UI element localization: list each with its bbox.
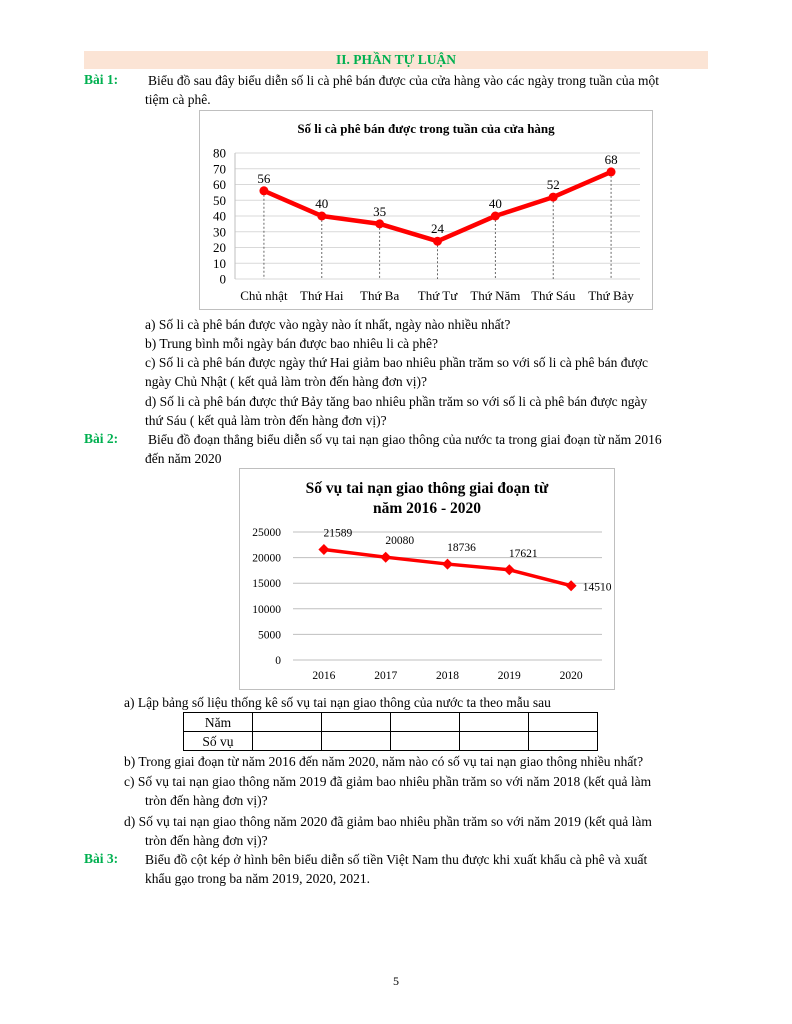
bai2-intro-line2: đến năm 2020 bbox=[145, 451, 222, 466]
data-label: 40 bbox=[488, 196, 502, 211]
coffee-line-chart bbox=[200, 111, 652, 309]
bai1-question-d-line1: d) Số li cà phê bán được thứ Bảy tăng bao nhiêu phần trăm so với số li cà phê bán được ngày bbox=[145, 394, 648, 409]
y-tick-label: 0 bbox=[219, 271, 226, 287]
table-cell[interactable] bbox=[529, 713, 598, 732]
bai3-intro-line1: Biểu đồ cột kép ở hình bên biểu diễn số tiền Việt Nam thu được khi xuất khẩu cà phê và xuất bbox=[145, 852, 648, 867]
table-cell[interactable] bbox=[460, 732, 529, 751]
table-cell[interactable] bbox=[253, 732, 322, 751]
data-label: 20080 bbox=[385, 535, 415, 548]
data-label: 14510 bbox=[582, 581, 612, 594]
bai2-intro-line1: Biểu đồ đoạn thẳng biểu diễn số vụ tai nạn giao thông của nước ta trong giai đoạn từ năm 2016 bbox=[148, 432, 662, 447]
x-tick-label: 2020 bbox=[559, 670, 583, 682]
data-point bbox=[549, 193, 558, 202]
data-point bbox=[607, 167, 616, 176]
x-tick-label: Thứ Hai bbox=[300, 288, 344, 303]
bai3-label: Bài 3: bbox=[84, 851, 119, 866]
data-label: 21589 bbox=[323, 527, 353, 540]
data-point bbox=[433, 237, 442, 246]
data-point bbox=[380, 552, 391, 563]
data-label: 18736 bbox=[447, 542, 476, 555]
y-tick-label: 15000 bbox=[252, 578, 281, 591]
y-tick-label: 10000 bbox=[252, 603, 281, 616]
data-label: 17621 bbox=[508, 547, 538, 560]
bai1-question-d-line2: thứ Sáu ( kết quả làm tròn đến hàng đơn vị)? bbox=[145, 413, 387, 428]
y-tick-label: 40 bbox=[213, 208, 226, 224]
data-point bbox=[491, 212, 500, 221]
x-tick-label: 2018 bbox=[436, 670, 459, 682]
y-tick-label: 5000 bbox=[258, 629, 281, 642]
table-row bbox=[184, 732, 598, 751]
x-tick-label: 2017 bbox=[374, 670, 398, 682]
bai1-question-b: b) Trung bình mỗi ngày bán được bao nhiêu li cà phê? bbox=[145, 336, 439, 351]
data-point bbox=[442, 559, 453, 570]
data-label: 52 bbox=[546, 177, 560, 193]
table-cell[interactable] bbox=[460, 713, 529, 732]
bai1-intro-line1: Biểu đồ sau đây biểu diễn số li cà phê bán được của cửa hàng vào các ngày trong tuần của một bbox=[148, 73, 659, 88]
bai3-intro-line2: khẩu gạo trong ba năm 2019, 2020, 2021. bbox=[145, 871, 370, 886]
accident-chart-title-line1: Số vụ tai nạn giao thông giai đoạn từ bbox=[305, 480, 549, 497]
table-header-count: Số vụ bbox=[184, 732, 253, 751]
y-tick-label: 20000 bbox=[252, 552, 281, 565]
bai2-question-b: b) Trong giai đoạn từ năm 2016 đến năm 2020, năm nào có số vụ tai nạn giao thông nhiều nhất? bbox=[124, 754, 644, 769]
y-tick-label: 70 bbox=[213, 161, 226, 177]
accident-chart-title-line2: năm 2016 - 2020 bbox=[372, 500, 482, 517]
data-label: 68 bbox=[604, 151, 618, 167]
table-cell[interactable] bbox=[391, 732, 460, 751]
page-number: 5 bbox=[393, 974, 399, 988]
coffee-chart bbox=[199, 110, 653, 310]
y-tick-label: 20 bbox=[213, 240, 226, 255]
data-point bbox=[566, 580, 577, 591]
bai1-question-c-line2: ngày Chủ Nhật ( kết quả làm tròn đến hàng đơn vị)? bbox=[145, 374, 427, 389]
bai1-label: Bài 1: bbox=[84, 72, 119, 87]
coffee-chart-title: Số li cà phê bán được trong tuần của cửa hàng bbox=[297, 121, 555, 136]
y-tick-label: 80 bbox=[213, 145, 226, 161]
bai2-question-d-line1: d) Số vụ tai nạn giao thông năm 2020 đã giảm bao nhiêu phần trăm so với năm 2019 (kết quả làm bbox=[124, 814, 652, 829]
table-header-year: Năm bbox=[184, 713, 253, 732]
data-point bbox=[317, 212, 326, 221]
bai2-question-c-line1: c) Số vụ tai nạn giao thông năm 2019 đã giảm bao nhiêu phần trăm so với năm 2018 (kết quả làm bbox=[124, 774, 652, 789]
data-point bbox=[259, 186, 268, 195]
x-tick-label: Thứ Tư bbox=[417, 288, 458, 303]
bai1-question-a: a) Số li cà phê bán được vào ngày nào ít nhất, ngày nào nhiều nhất? bbox=[145, 317, 511, 332]
table-cell[interactable] bbox=[391, 713, 460, 732]
y-tick-label: 50 bbox=[213, 192, 226, 208]
bai2-question-d-line2: tròn đến hàng đơn vị)? bbox=[145, 833, 268, 848]
x-tick-label: Thứ Năm bbox=[470, 288, 521, 303]
accident-chart bbox=[239, 468, 615, 690]
data-point bbox=[375, 219, 384, 228]
y-tick-label: 0 bbox=[275, 655, 281, 667]
y-tick-label: 30 bbox=[213, 224, 226, 240]
data-label: 24 bbox=[431, 221, 444, 237]
table-cell[interactable] bbox=[529, 732, 598, 751]
data-label: 56 bbox=[257, 170, 271, 186]
data-point bbox=[318, 544, 329, 555]
table-row bbox=[184, 713, 598, 732]
y-tick-label: 60 bbox=[213, 177, 226, 192]
data-label: 35 bbox=[373, 203, 387, 219]
table-cell[interactable] bbox=[322, 713, 391, 732]
table-cell[interactable] bbox=[322, 732, 391, 751]
section-title: II. PHẦN TỰ LUẬN bbox=[84, 51, 708, 69]
accident-line-chart bbox=[240, 469, 614, 689]
table-cell[interactable] bbox=[253, 713, 322, 732]
bai1-question-c-line1: c) Số li cà phê bán được ngày thứ Hai giảm bao nhiêu phần trăm so với số li cà phê bán được bbox=[145, 355, 648, 370]
data-point bbox=[504, 564, 515, 575]
bai2-label: Bài 2: bbox=[84, 431, 119, 446]
bai1-intro-line2: tiệm cà phê. bbox=[145, 92, 211, 107]
y-tick-label: 10 bbox=[213, 255, 226, 271]
x-tick-label: 2016 bbox=[312, 670, 336, 682]
bai2-question-a: a) Lập bảng số liệu thống kê số vụ tai nạn giao thông của nước ta theo mẫu sau bbox=[124, 695, 551, 710]
bai2-question-c-line2: tròn đến hàng đơn vị)? bbox=[145, 793, 268, 808]
x-tick-label: 2019 bbox=[497, 670, 521, 682]
x-tick-label: Chủ nhật bbox=[240, 288, 288, 303]
y-tick-label: 25000 bbox=[252, 527, 281, 539]
data-label: 40 bbox=[315, 196, 329, 211]
x-tick-label: Thứ Bảy bbox=[588, 288, 634, 303]
stats-table bbox=[183, 712, 598, 751]
x-tick-label: Thứ Ba bbox=[360, 288, 400, 303]
x-tick-label: Thứ Sáu bbox=[531, 288, 576, 303]
